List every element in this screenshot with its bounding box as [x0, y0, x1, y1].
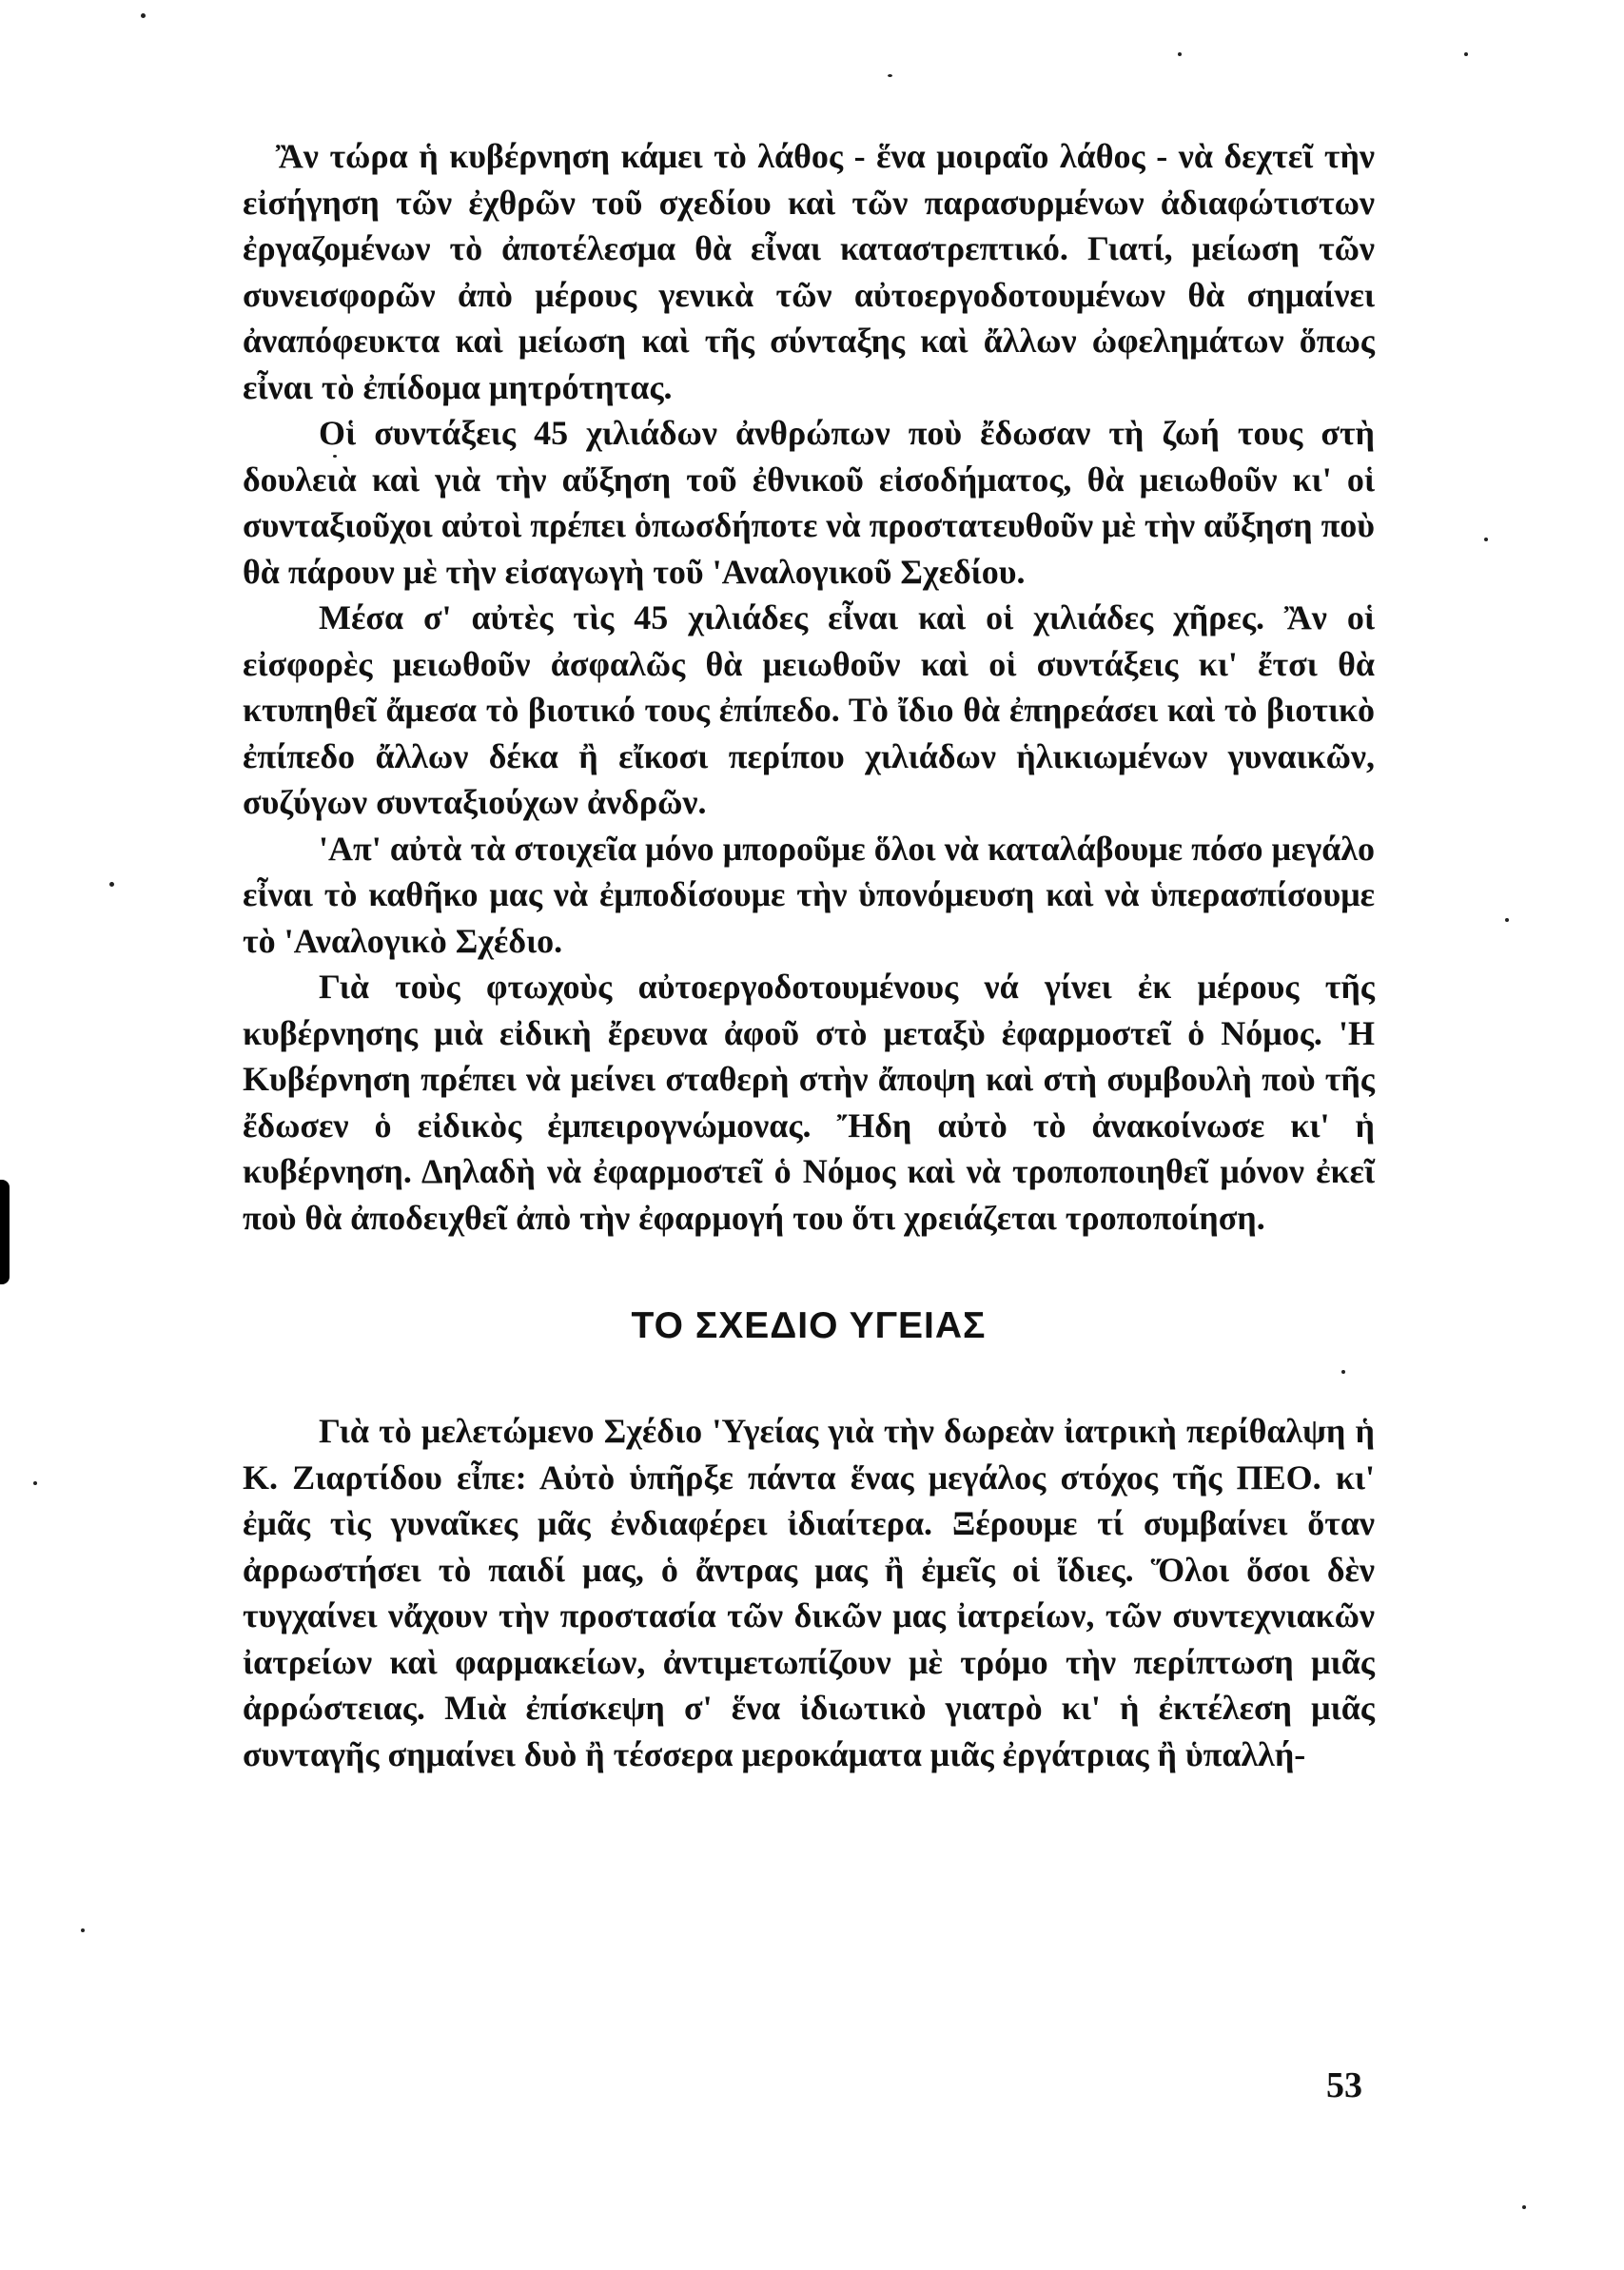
scan-speck [109, 882, 114, 887]
scan-speck [1484, 538, 1488, 541]
scan-speck [1505, 918, 1509, 922]
paragraph: Μέσα σ' αὐτὲς τὶς 45 χιλιάδες εἶναι καὶ οἱ χιλιάδες χῆρες. Ἂν οἱ εἰσφορὲς μειωθοῦν ἀσφαλῶς θὰ μειωθοῦν καὶ οἱ συντάξεις κι' ἔτσι θὰ κτυπηθεῖ ἄμεσα τὸ βιοτικό τους ἐπίπεδο. Τὸ ἴδιο θὰ ἐπηρεάσει καὶ τὸ βιοτικὸ ἐπίπεδο ἄλλων δέκα ἢ εἴκοσι περίπου χιλιάδων ἡλικιωμένων γυναικῶν, συζύγων συνταξιούχων ἀνδρῶν. [243, 598, 1375, 821]
paragraph: Ἂν τώρα ἡ κυβέρνηση κάμει τὸ λάθος - ἕνα μοιραῖο λάθος - νὰ δεχτεῖ τὴν εἰσήγηση τῶν ἐχθρῶν τοῦ σχεδίου καὶ τῶν παρασυρμένων ἀδιαφώτιστων ἐργαζομένων τὸ ἀποτέλεσμα θὰ εἶναι καταστρεπτικό. Γιατί, μείωση τῶν συνεισφορῶν ἀπὸ μέρους γενικὰ τῶν αὐτοεργοδοτουμένων θὰ σημαίνει ἀναπόφευκτα καὶ μείωση καὶ τῆς σύνταξης καὶ ἄλλων ὠφελημάτων ὅπως εἶναι τὸ ἐπίδομα μητρότητας. [243, 137, 1375, 406]
scan-speck [81, 1928, 85, 1932]
paragraph: Οἱ συντάξεις 45 χιλιάδων ἀνθρώπων ποὺ ἔδωσαν τὴ ζωή τους στὴ δουλειὰ καὶ γιὰ τὴν αὔξηση τοῦ ἐθνικοῦ εἰσοδήματος, θὰ μειωθοῦν κι' οἱ συνταξιοῦχοι αὐτοὶ πρέπει ὁπωσδήποτε νὰ προστατευθοῦν μὲ τὴν αὔξηση ποὺ θὰ πάρουν μὲ τὴν εἰσαγωγὴ τοῦ 'Αναλογικοῦ Σχεδίου. [243, 414, 1375, 591]
scan-speck [141, 13, 146, 18]
page-number: 53 [1326, 2065, 1362, 2105]
paragraph: 'Απ' αὐτὰ τὰ στοιχεῖα μόνο μποροῦμε ὅλοι νὰ καταλάβουμε πόσο μεγάλο εἶναι τὸ καθῆκο μας νὰ ἐμποδίσουμε τὴν ὑπονόμευση καὶ νὰ ὑπερασπίσουμε τὸ 'Αναλογικὸ Σχέδιο. [243, 829, 1375, 960]
section-heading: ΤΟ ΣΧΕΔΙΟ ΥΓΕΙΑΣ [631, 1305, 987, 1346]
paragraph: Γιὰ τὸ μελετώμενο Σχέδιο 'Υγείας γιὰ τὴν δωρεὰν ἰατρικὴ περίθαλψη ἡ Κ. Ζιαρτίδου εἶπε: Αὐτὸ ὑπῆρξε πάντα ἕνας μεγάλος στόχος τῆς ΠΕΟ. κι' ἐμᾶς τὶς γυναῖκες μᾶς ἐνδιαφέρει ἰδιαίτερα. Ξέρουμε τί συμβαίνει ὅταν ἀρρωστήσει τὸ παιδί μας, ὁ ἄντρας μας ἢ ἐμεῖς οἱ ἴδιες. Ὅλοι ὅσοι δὲν τυγχαίνει νἄχουν τὴν προστασία τῶν δικῶν μας ἰατρείων, τῶν συντεχνιακῶν ἰατρείων καὶ φαρμακείων, ἀντιμετωπίζουν μὲ τρόμο τὴν περίπτωση μιᾶς ἀρρώστειας. Μιὰ ἐπίσκεψη σ' ἕνα ἰδιωτικὸ γιατρὸ κι' ἡ ἐκτέλεση μιᾶς συνταγῆς σημαίνει δυὸ ἢ τέσσερα μεροκάματα μιᾶς ἐργάτριας ἢ ὑπαλλή- [243, 1412, 1375, 1773]
body-text [243, 133, 1375, 1777]
scan-speck [33, 1481, 37, 1485]
scan-speck [1464, 52, 1468, 56]
scan-speck [1522, 2205, 1526, 2209]
scan-speck [888, 74, 892, 77]
binding-shadow [0, 1180, 10, 1284]
scan-speck [333, 455, 337, 458]
scan-speck [1178, 52, 1182, 56]
scan-speck [1341, 1370, 1345, 1374]
paragraph: Γιὰ τοὺς φτωχοὺς αὐτοεργοδοτουμένους νά γίνει ἐκ μέρους τῆς κυβέρνησης μιὰ εἰδικὴ ἔρευνα ἀφοῦ στὸ μεταξὺ ἐφαρμοστεῖ ὁ Νόμος. 'Η Κυβέρνηση πρέπει νὰ μείνει σταθερὴ στὴν ἄποψη καὶ στὴ συμβουλὴ ποὺ τῆς ἔδωσεν ὁ εἰδικὸς ἐμπειρογνώμονας. Ἤδη αὐτὸ τὸ ἀνακοίνωσε κι' ἡ κυβέρνηση. Δηλαδὴ νὰ ἐφαρμοστεῖ ὁ Νόμος καὶ νὰ τροποποιηθεῖ μόνον ἐκεῖ ποὺ θὰ ἀποδειχθεῖ ἀπὸ τὴν ἐφαρμογή του ὅτι χρειάζεται τροποποίηση. [243, 968, 1375, 1237]
